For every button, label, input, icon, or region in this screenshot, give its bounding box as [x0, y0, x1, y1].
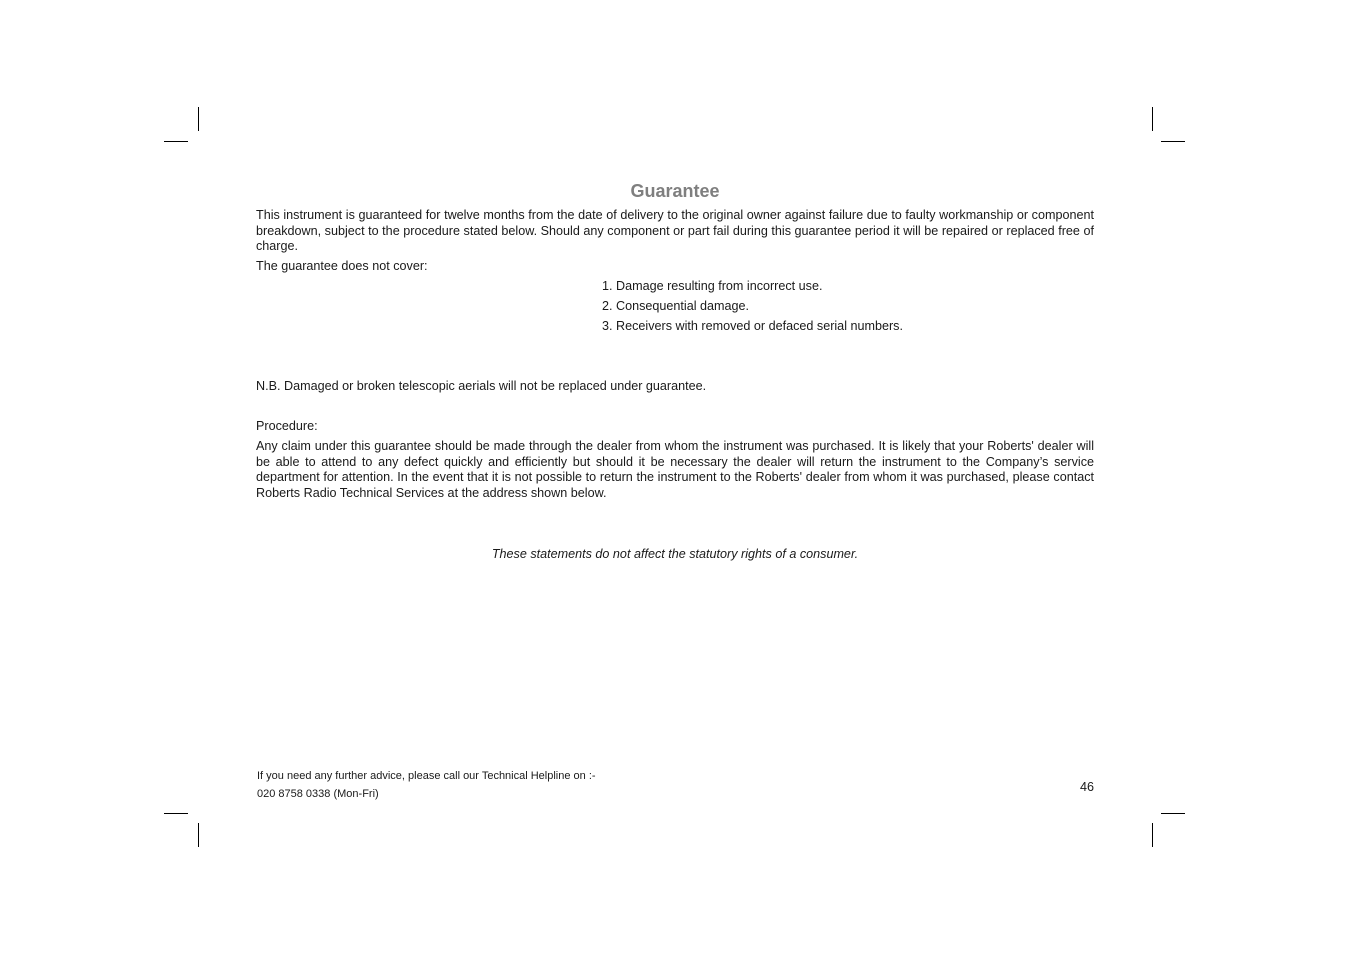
- statutory-statement: These statements do not affect the statutory rights of a consumer.: [491, 547, 859, 561]
- crop-mark-bottom-right-horizontal: [1161, 813, 1185, 814]
- procedure-heading: Procedure:: [256, 419, 318, 433]
- exclusion-item: 3. Receivers with removed or defaced serial numbers.: [602, 319, 903, 333]
- crop-mark-top-left-horizontal: [164, 141, 188, 142]
- not-cover-heading: The guarantee does not cover:: [256, 259, 428, 273]
- crop-mark-top-left-vertical: [198, 107, 199, 131]
- exclusions-list: [602, 279, 903, 339]
- crop-mark-bottom-left-vertical: [198, 823, 199, 847]
- nb-note: N.B. Damaged or broken telescopic aerials will not be replaced under guarantee.: [256, 379, 707, 393]
- exclusion-item: 1. Damage resulting from incorrect use.: [602, 279, 823, 293]
- guarantee-intro-paragraph: This instrument is guaranteed for twelve months from the date of delivery to the original owner against failure due to faulty workmanship or component breakdown, subject to the procedure stated below. Should any component or part fail during this guarantee period it will be repaired or replaced free of charge.: [256, 208, 1094, 253]
- crop-mark-bottom-left-horizontal: [164, 813, 188, 814]
- exclusion-item: 2. Consequential damage.: [602, 299, 750, 313]
- crop-mark-top-right-vertical: [1152, 107, 1153, 131]
- procedure-paragraph: Any claim under this guarantee should be made through the dealer from whom the instrument was purchased. It is likely that your Roberts' dealer will be able to attend to any defect quickly and efficiently but should it be necessary the dealer will return the instrument to the Company’s service department for attention. In the event that it is not possible to return the instrument to the Roberts' dealer from whom it was purchased, please contact Roberts Radio Technical Services at the address shown below.: [256, 439, 1094, 500]
- page-number: 46: [1079, 780, 1094, 794]
- crop-mark-bottom-right-vertical: [1152, 823, 1153, 847]
- page-title: Guarantee: [630, 181, 720, 201]
- helpline-number: 020 8758 0338 (Mon-Fri): [257, 788, 379, 800]
- crop-mark-top-right-horizontal: [1161, 141, 1185, 142]
- helpline-text: If you need any further advice, please call our Technical Helpline on :-: [257, 770, 596, 782]
